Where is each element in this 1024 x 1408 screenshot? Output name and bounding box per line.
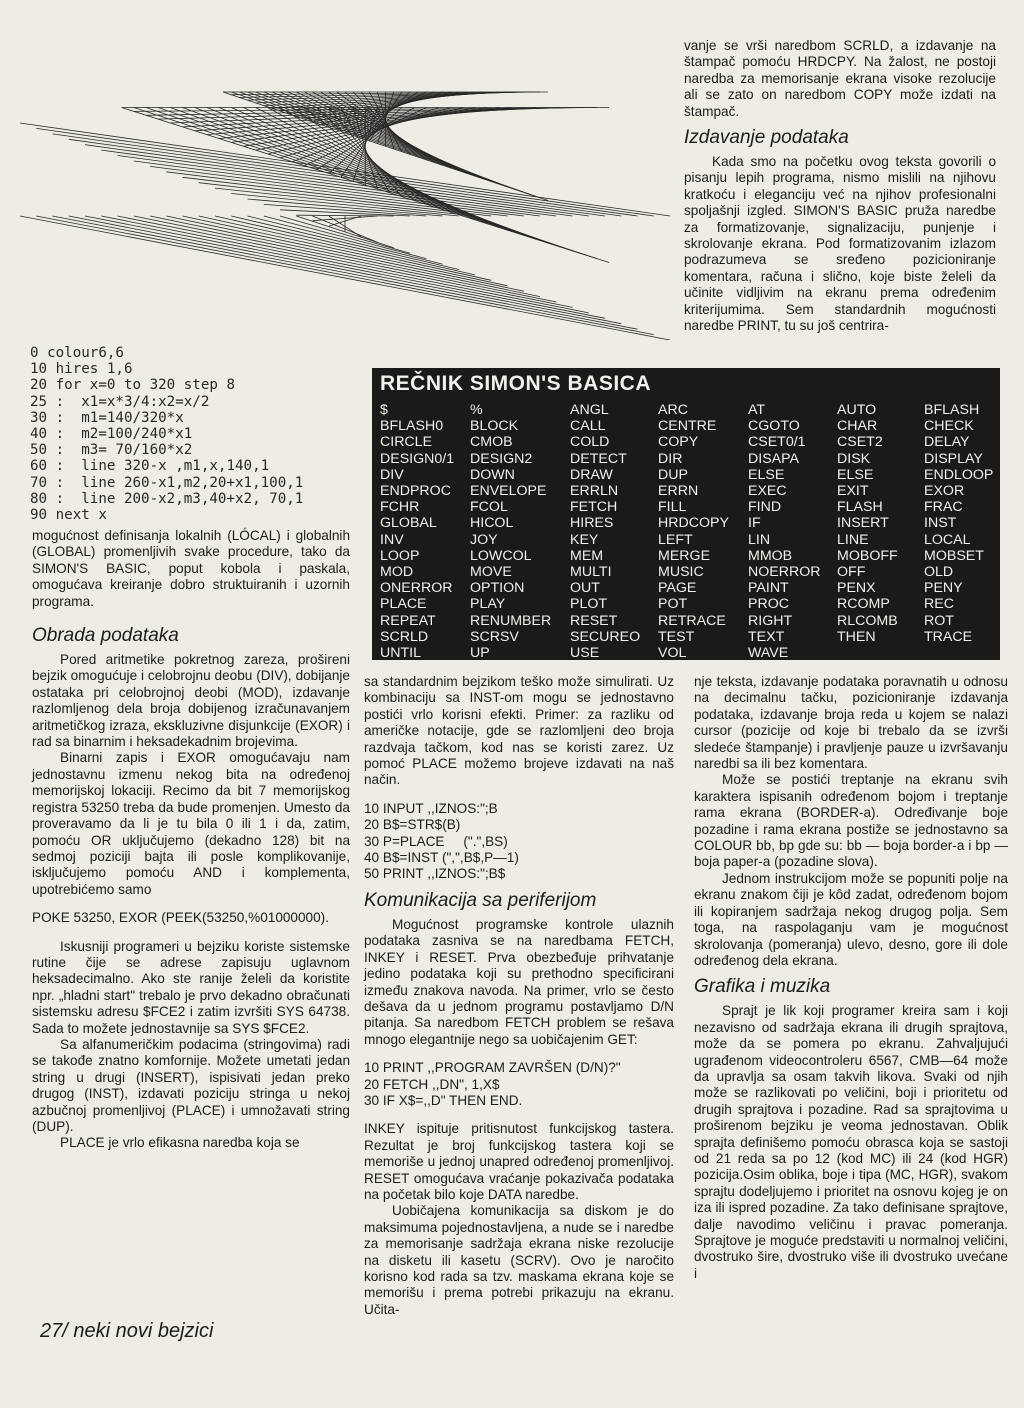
keyword: WAVE [748, 645, 789, 662]
keyword: COPY [658, 434, 699, 451]
code-line: 30 P=PLACE (".",BS) [364, 833, 508, 849]
keyword: REC [924, 596, 954, 613]
keyword: LEFT [658, 531, 693, 548]
keyword: MULTI [570, 564, 612, 581]
keyword: FILL [658, 499, 687, 516]
keyword: DESIGN0/1 [380, 450, 455, 467]
keyword: GLOBAL [380, 515, 437, 532]
listing-line: 10 hires 1,6 [30, 361, 133, 378]
keyword: ELSE [748, 466, 785, 483]
code-line: 20 FETCH ,,DN", 1,X$ [364, 1076, 500, 1092]
dictionary-column [570, 402, 640, 661]
keyword: CHAR [837, 418, 878, 435]
code-line: 10 PRINT ,,PROGRAM ZAVRŠEN (D/N)?" [364, 1060, 621, 1076]
keyword: MOBSET [924, 547, 984, 564]
col2-para-2: Mogućnost programske kontrole ulaznih podataka zasniva se na naredbama FETCH, INKEY i RESET. Prva obezbeđuje prihvatanje jedino podataka koji su prethodno specificirani između znakova navoda. Na primer, vrlo se često dešava da u jednom programu postavljamo D/N pitanja. Sa naredbom FETCH problem se rešava mnogo elegantnije nego sa uobičajenim GET: [364, 916, 674, 1047]
keyword: DISAPA [748, 450, 799, 467]
keyword: FCOL [470, 499, 508, 516]
keyword: MUSIC [658, 564, 704, 581]
keyword: COLD [570, 434, 610, 451]
keyword: SCRSV [470, 628, 519, 645]
dictionary-column [470, 402, 551, 661]
keyword: HRDCOPY [658, 515, 729, 532]
keyword: CALL [570, 418, 606, 435]
keyword: SCRLD [380, 628, 429, 645]
dictionary-column [748, 402, 821, 661]
code-block-2 [364, 1060, 674, 1109]
column-2 [364, 674, 674, 1318]
code-block-1 [364, 801, 674, 883]
page-footer: 27/ neki novi bejzici [40, 1320, 214, 1342]
keyword: PENX [837, 580, 876, 597]
keyword: INV [380, 531, 404, 548]
code-line: 30 IF X$=,,D" THEN END. [364, 1092, 523, 1108]
hires-graphic [20, 30, 670, 340]
listing-line: 30 : m1=140/320*x [30, 409, 184, 426]
keyword: INSERT [837, 515, 889, 532]
keyword: ROT [924, 612, 954, 629]
keyword: RESET [570, 612, 618, 629]
keyword: TRACE [924, 628, 973, 645]
col2-para-4: Uobičajena komunikacija sa diskom je do maksimuma pojednostavljena, a nude se i naredbe za memorisanje sadržaja ekrana niske rezolucije na disketu ili kasetu (SCRV). Ovo je naročito korisno kod rada sa tzv. maskama ekrana koje se memorišu i prema potrebi prikazuju na ekranu. Učita- [364, 1203, 674, 1317]
keyword: PLAY [470, 596, 506, 613]
column-3 [694, 674, 1008, 1282]
right-top-column [684, 38, 996, 335]
keyword: BFLASH [924, 402, 980, 418]
keyword: LOOP [380, 547, 420, 564]
keyword: DISK [837, 450, 871, 467]
listing-line: 80 : line 200-x2,m3,40+x2, 70,1 [30, 490, 304, 507]
keyword: HICOL [470, 515, 514, 532]
dictionary-column [924, 402, 993, 645]
keyword: MOBOFF [837, 547, 898, 564]
keyword: USE [570, 645, 600, 662]
keyword: POT [658, 596, 688, 613]
keyword: CSET0/1 [748, 434, 806, 451]
listing-line: 25 : x1=x*3/4:x2=x/2 [30, 393, 210, 410]
keyword: UNTIL [380, 645, 421, 662]
code-line: 10 INPUT ,,IZNOS:";B [364, 800, 498, 816]
keyword: RCOMP [837, 596, 890, 613]
keyword: RIGHT [748, 612, 793, 629]
col3-para-1: nje teksta, izdavanje podataka poravnatih u odnosu na decimalnu tačku, pozicioniranje izdavanja podataka, izdavanje broja reda u kojem se nalazi cursor (pozicije od koje bi trebalo da se izvrši sledeće štampanje) i pravljenje pauze u izvršavanju naredbi sa ili bez komentara. [694, 674, 1008, 772]
keyword: FIND [748, 499, 782, 516]
keyword: ENDLOOP [924, 466, 994, 483]
keyword: PENY [924, 580, 963, 597]
right-intro-text: vanje se vrši naredbom SCRLD, a izdavanje na štampač pomoću HRDCPY. Na žalost, ne postoji naredba za memorisanje ekrana visoke rezolucije ali se zato on naredbom COPY može izdati na štampač. [684, 38, 996, 119]
heading-komunikacija: Komunikacija sa periferijom [364, 889, 597, 911]
keyword: DUP [658, 466, 688, 483]
heading-izdavanje: Izdavanje podataka [684, 127, 849, 149]
keyword: INST [924, 515, 957, 532]
col2-para-1: sa standardnim bejzikom teško može simulirati. Uz kombinaciju sa INST-om mogu se jednostavno postići vrlo korisni efekti. Primer: za razliku od američke notacije, gde se razlomljeni deo broja razdvaja tačkom, kod nas se koristi zarez. Uz pomoć PLACE možemo brojeve izdavati na naš način. [364, 674, 674, 788]
keyword: MOD [380, 564, 414, 581]
keyword: RLCOMB [837, 612, 898, 629]
keyword: BFLASH0 [380, 418, 444, 435]
keyword: MOVE [470, 564, 512, 581]
keyword: DESIGN2 [470, 450, 533, 467]
keyword: FLASH [837, 499, 883, 516]
keyword: OPTION [470, 580, 525, 597]
keyword: NOERROR [748, 564, 821, 581]
keyword: AUTO [837, 402, 877, 418]
keyword: DETECT [570, 450, 627, 467]
keyword: TEXT [748, 628, 785, 645]
code-line: 50 PRINT ,,IZNOS:";B$ [364, 866, 506, 882]
keyword: EXEC [748, 483, 787, 500]
keyword: EXIT [837, 483, 869, 500]
column-1 [32, 528, 350, 1152]
keyword: THEN [837, 628, 876, 645]
keyword: PROC [748, 596, 789, 613]
keyword: CSET2 [837, 434, 883, 451]
right-para-text: Kada smo na početku ovog teksta govorili o pisanju lepih programa, nismo mislili na njihovu kratkoću i eleganciju već na njihov profesionalni spoljašnji izgled. SIMON'S BASIC pruža naredbe za formatizovanje, signalizaciju, punjenje i skrolovanje ekrana. Pod formatizovanim izlazom podrazumeva se sređeno pozicioniranje komentara, računa i slično, koje biste želeli da učinite vidljivim na ekranu prema određenim kriterijumima. Sem standardnih mogućnosti naredbe PRINT, tu su još centrira- [684, 154, 996, 334]
keyword: KEY [570, 531, 599, 548]
keyword: PLOT [570, 596, 608, 613]
keyword: MEM [570, 547, 604, 564]
keyword: MMOB [748, 547, 793, 564]
listing-line: 0 colour6,6 [30, 345, 124, 361]
keyword: RENUMBER [470, 612, 552, 629]
keyword: DELAY [924, 434, 970, 451]
keyword: JOY [470, 531, 498, 548]
code-listing [30, 345, 360, 523]
keyword: PAGE [658, 580, 697, 597]
listing-line: 20 for x=0 to 320 step 8 [30, 377, 235, 394]
dictionary-column [837, 402, 898, 645]
col3-para-3: Jednom instrukcijom može se popuniti polje na ekranu znakom čiji je kôd zadat, određenom bojom ili kopiranjem sadržaja nekog drugog polja. Sem toga, na raspolaganju vam je mogućnost skrolovanja (pomeranja) ulevo, desno, gore ili dole određenog dela ekrana. [694, 870, 1008, 968]
keyword: SECUREO [570, 628, 641, 645]
listing-line: 50 : m3= 70/160*x2 [30, 442, 193, 459]
keyword: ERRLN [570, 483, 619, 500]
dictionary-title: REČNIK SIMON'S BASICA [380, 372, 652, 395]
listing-line: 60 : line 320-x ,m1,x,140,1 [30, 458, 270, 475]
keyword: LIN [748, 531, 771, 548]
listing-line: 90 next x [30, 507, 107, 524]
keyword: CMOB [470, 434, 513, 451]
keyword: % [470, 402, 483, 418]
col3-para-4: Sprajt je lik koji programer kreira sam i koji nezavisno od sadržaja ekrana ili drugih sprajtova, može da se pomera po ekranu. Zahvaljujući ugrađenom videocontroleru 6567, CMB—64 može da upravlja sa osam takvih likova. Svaki od njih može se razlikovati po veličini, boji i prioritetu od drugih sprajtova i pozadine. Rad sa sprajtovima u proširenom bejziku je veoma jednostavan. Oblik sprajta definišemo pomoću obrasca koja se sastoji od 21 reda sa po 12 (kod MC) ili 24 (kod HGR) pozicija.Osim oblika, boje i tipa (MC, HGR), svakom sprajtu dodeljujemo i prioritet na osnovu kojeg je on iza ili ispred pozadine. Za tako definisane sprajtove, dalje navodimo veličinu i pravac pomeranja. Sprajtove je moguće predstaviti u normalnoj veličini, dvostruko šire, dvostruko više ili dvostruko uvećane i [694, 1003, 1008, 1281]
heading-grafika: Grafika i muzika [694, 976, 831, 998]
col1-local-text: mogućnost definisanja lokalnih (LÓCAL) i globalnih (GLOBAL) promenljivih svake procedure, tako da SIMON'S BASIC, poput kobola i paskala, omogućava kreiranje dobro struktuiranih i uzornih programa. [32, 528, 350, 609]
keyword: OFF [837, 564, 866, 581]
keyword: LOCAL [924, 531, 971, 548]
keyword: HIRES [570, 515, 614, 532]
keyword: $ [380, 402, 388, 418]
col1-para-1: Pored aritmetike pokretnog zareza, prošireni bejzik omogućuje i celobrojnu deobu (DIV), dobijanje ostataka pri celobrojnoj deobi (MOD), izdavanje razlomljenog dela broja dobijenog izračunavanjem aritmetičkog izraza, ekskluzivne disjunkcije (EXOR) i rad sa binarnim i heksadekadnim brojevima. [32, 652, 350, 750]
keyword: OUT [570, 580, 600, 597]
keyword: AT [748, 402, 766, 418]
col2-para-3: INKEY ispituje pritisnutost funkcijskog tastera. Rezultat je broj funkcijskog tastera koji se memoriše u jednoj unapred određenoj promenljivoj. RESET omogućava vraćanje pokazivača podataka na početak bilo koje DATA naredbe. [364, 1121, 674, 1202]
col3-para-2: Može se postići treptanje na ekranu svih karaktera ispisanih određenom bojom i treptanje rama ekrana (BORDER-a). Određivanje boje pozadine i rama ekrana postiže se jednostavno sa COLOUR bb, bp gde su: bb — boja border-a i bp — boja paper-a (pozadine slova). [694, 772, 1008, 870]
keyword: RETRACE [658, 612, 726, 629]
keyword: OLD [924, 564, 954, 581]
keyword: ELSE [837, 466, 874, 483]
code-line: 40 B$=INST (",",B$,P—1) [364, 850, 519, 866]
col1-para-4: Sa alfanumeričkim podacima (stringovima) radi se takođe znatno komfornije. Možete umetati jedan string u drugi (INSERT), ispisivati jedan preko drugog (INST), izdavati poziciju stringa u nekoj azbučnoj promenljivoj (PLACE) i umnožavati string (DUP). [32, 1036, 350, 1134]
keyword: ENDPROC [380, 483, 451, 500]
keyword: LINE [837, 531, 869, 548]
listing-line: 40 : m2=100/240*x1 [30, 426, 193, 443]
keyword: FRAC [924, 499, 963, 516]
dictionary-box [372, 368, 1000, 660]
col1-para-3: Iskusniji programeri u bejziku koriste sistemske rutine čije se adrese zapisuju uglavnom heksadecimalno. Ako ste ranije želeli da koristite npr. „hladni start" trebalo je prvo dekadno obračunati sistemsku adresu $FCE2 i zatim izvršiti SYS 64738. Sada to možete jednostavnije sa SYS $FCE2. [32, 938, 350, 1036]
keyword: DISPLAY [924, 450, 983, 467]
col1-poke-text: POKE 53250, EXOR (PEEK(53250,%01000000). [32, 910, 329, 926]
keyword: PLACE [380, 596, 427, 613]
code-line: 20 B$=STR$(B) [364, 817, 461, 833]
listing-line: 70 : line 260-x1,m2,20+x1,100,1 [30, 474, 304, 491]
keyword: TEST [658, 628, 695, 645]
keyword: ERRN [658, 483, 699, 500]
keyword: DIR [658, 450, 683, 467]
keyword: LOWCOL [470, 547, 532, 564]
dictionary-column [380, 402, 454, 661]
graphic-lines [20, 92, 670, 340]
keyword: IF [748, 515, 761, 532]
keyword: MERGE [658, 547, 711, 564]
keyword: UP [470, 645, 490, 662]
col1-para-5: PLACE je vrlo efikasna naredba koja se [60, 1135, 300, 1151]
keyword: CIRCLE [380, 434, 433, 451]
keyword: PAINT [748, 580, 789, 597]
keyword: ARC [658, 402, 688, 418]
keyword: ANGL [570, 402, 609, 418]
keyword: DRAW [570, 466, 613, 483]
keyword: FCHR [380, 499, 420, 516]
keyword: CENTRE [658, 418, 717, 435]
keyword: ENVELOPE [470, 483, 547, 500]
col1-para-2: Binarni zapis i EXOR omogućavaju nam jednostavnu izmenu nekog bita na određenoj memorijskoj lokaciji. Recimo da bit 7 memorijskog registra 53250 treba da bude promenjen. Umesto da proveravamo da li je tu bila 0 ili 1 i da, zatim, pomoću OR uključujemo (dekadno 128) bit na sedmoj poziciji bajta ili posle komplikovanije, isključujemo pomoću AND i komplementa, upotrebićemo samo [32, 750, 350, 897]
keyword: FETCH [570, 499, 618, 516]
keyword: CHECK [924, 418, 974, 435]
dictionary-column [658, 402, 729, 661]
keyword: DIV [380, 466, 404, 483]
keyword: DOWN [470, 466, 515, 483]
keyword: VOL [658, 645, 687, 662]
keyword: CGOTO [748, 418, 800, 435]
keyword: BLOCK [470, 418, 519, 435]
heading-obrada: Obrada podataka [32, 625, 179, 647]
keyword: EXOR [924, 483, 965, 500]
keyword: ONERROR [380, 580, 453, 597]
keyword: REPEAT [380, 612, 436, 629]
